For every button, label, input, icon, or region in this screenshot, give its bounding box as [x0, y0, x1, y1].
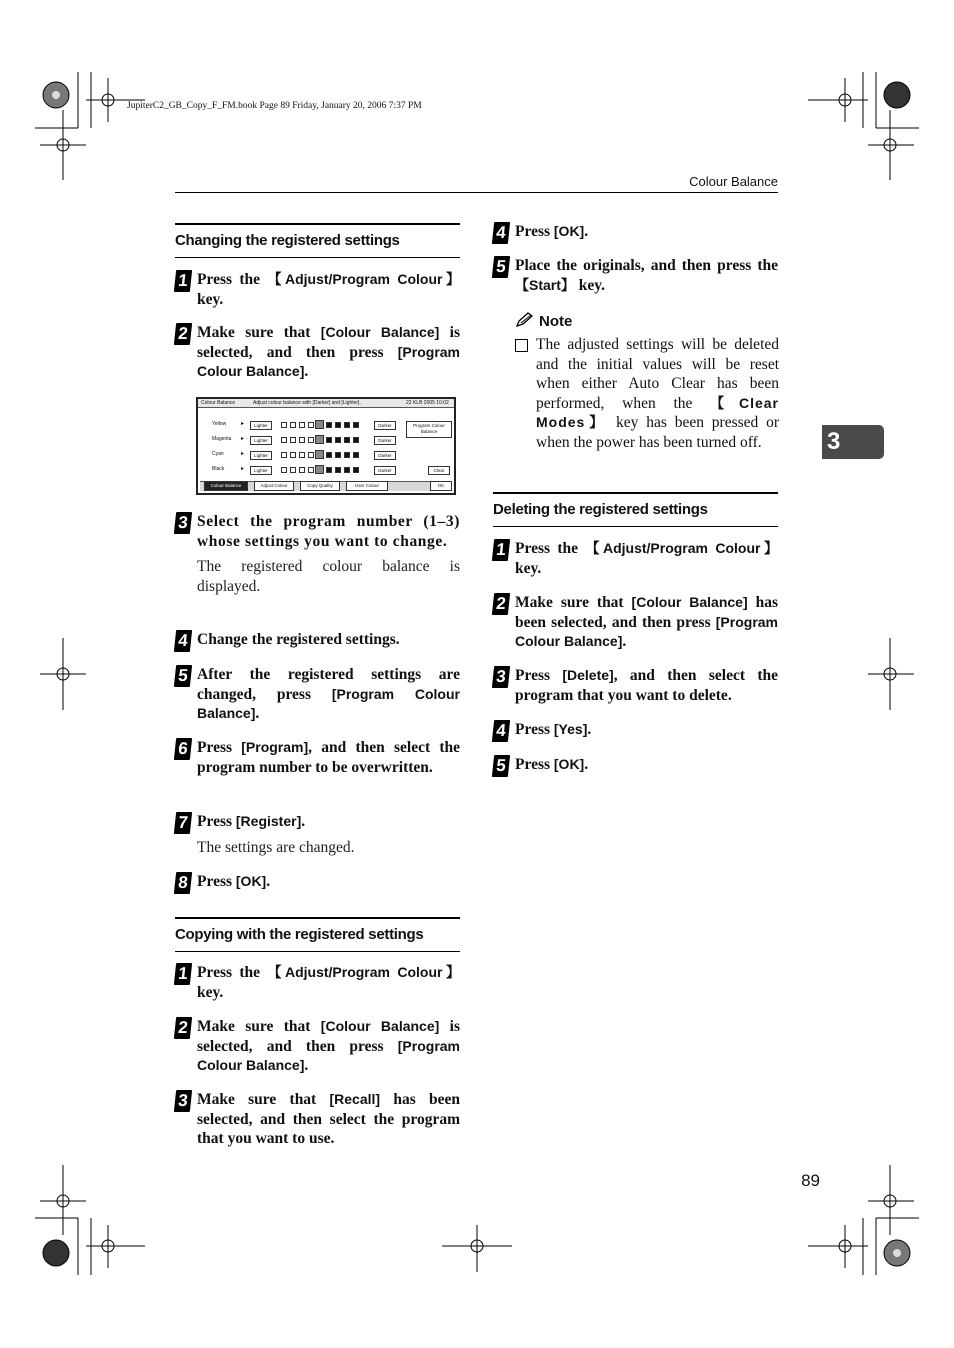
- tab-adjust-colour: Adjust Colour: [254, 481, 294, 491]
- section-heading-changing: Changing the registered settings: [175, 223, 460, 258]
- balance-level-square: [315, 450, 324, 459]
- step-text: Press the 【Adjust/Program Colour】 key.: [515, 540, 778, 577]
- tab-colour-balance: Colour Balance: [204, 481, 248, 491]
- balance-level-square: [308, 422, 314, 428]
- step-copy-5: [493, 256, 778, 295]
- step-text: After the registered settings are changed, press [Program Colour Balance].: [197, 666, 460, 722]
- clear-button: Clear: [428, 466, 450, 475]
- step-number: 3: [174, 1090, 192, 1112]
- balance-level-square: [315, 465, 324, 474]
- darker-button: Darker: [374, 421, 396, 430]
- balance-level-square: [299, 437, 305, 443]
- panel-row-label: Black: [212, 466, 225, 472]
- balance-level-square: [326, 422, 332, 428]
- balance-level-square: [353, 467, 359, 473]
- step-delete-3: [493, 666, 778, 705]
- balance-level-square: [344, 422, 350, 428]
- darker-button: Darker: [374, 436, 396, 445]
- arrow-right-icon: ▸: [241, 466, 245, 472]
- balance-level-square: [335, 422, 341, 428]
- step-number: 2: [174, 323, 192, 345]
- balance-level-square: [290, 422, 296, 428]
- step-delete-1: [493, 539, 778, 578]
- step-number: 7: [174, 812, 192, 834]
- balance-level-square: [281, 452, 287, 458]
- panel-status: 22 KLB 2005 10:02: [406, 400, 449, 406]
- balance-level-square: [326, 467, 332, 473]
- step-number: 5: [174, 665, 192, 687]
- step-number: 1: [492, 539, 510, 561]
- step-text: Place the originals, and then press the 【Start】 key.: [515, 257, 778, 294]
- note-title: Note: [539, 313, 573, 331]
- step-text: Press [Register].: [197, 813, 306, 830]
- step-delete-5: [493, 755, 778, 775]
- step-change-6: [175, 738, 460, 777]
- step-text: Make sure that [Recall] has been selected, and then select the program that you want to use.: [197, 1091, 460, 1147]
- pencil-icon: [515, 312, 535, 333]
- balance-level-square: [315, 420, 324, 429]
- balance-level-square: [353, 422, 359, 428]
- balance-level-square: [335, 467, 341, 473]
- step-text: Press [Delete], and then select the program that you want to delete.: [515, 667, 779, 704]
- colour-balance-panel-screenshot: [196, 397, 456, 495]
- step-result: The registered colour balance is displayed.: [197, 558, 460, 595]
- step-change-2: [175, 323, 460, 382]
- panel-row-label: Yellow: [212, 421, 227, 427]
- step-copy-1: [175, 963, 460, 1002]
- balance-level-square: [353, 437, 359, 443]
- balance-level-square: [281, 437, 287, 443]
- step-change-1: [175, 270, 460, 309]
- step-copy-2: [175, 1017, 460, 1076]
- step-change-4: [175, 630, 460, 650]
- step-text: Change the registered settings.: [197, 631, 400, 648]
- step-text: Press [OK].: [197, 873, 271, 890]
- tab-user-colour: User Colour: [346, 481, 388, 491]
- step-text: Make sure that [Colour Balance] is selected, and then press [Program Colour Balance].: [197, 1018, 460, 1074]
- darker-button: Darker: [374, 466, 396, 475]
- balance-level-square: [308, 437, 314, 443]
- note-item: The adjusted settings will be deleted and the initial values will be reset when either Auto Clear has been performed, when the 【Clear Modes】 key has been pressed or when the power has been turned off.: [536, 335, 779, 452]
- arrow-right-icon: ▸: [241, 421, 245, 427]
- step-delete-4: [493, 720, 778, 740]
- step-text: Press [OK].: [515, 756, 589, 773]
- step-text: Select the program number (1–3) whose settings you want to change.: [197, 513, 460, 550]
- step-change-7: [175, 812, 460, 857]
- header-rule: [175, 192, 778, 193]
- step-text: Press [Yes].: [515, 721, 592, 738]
- step-copy-3: [175, 1090, 460, 1149]
- step-number: 5: [492, 256, 510, 278]
- balance-level-square: [299, 467, 305, 473]
- balance-level-square: [353, 452, 359, 458]
- balance-level-square: [281, 422, 287, 428]
- balance-level-square: [308, 467, 314, 473]
- step-result: The settings are changed.: [197, 838, 355, 856]
- step-number: 4: [174, 630, 192, 652]
- lighter-button: Lighter: [250, 451, 272, 460]
- step-number: 3: [174, 512, 192, 534]
- panel-tab-bar: [200, 481, 452, 491]
- file-info: JupiterC2_GB_Copy_F_FM.book Page 89 Friday, January 20, 2006 7:37 PM: [127, 101, 422, 111]
- balance-level-square: [308, 452, 314, 458]
- balance-level-square: [299, 422, 305, 428]
- step-number: 2: [492, 593, 510, 615]
- page-number: 89: [801, 1171, 820, 1190]
- balance-level-square: [281, 467, 287, 473]
- step-number: 4: [492, 222, 510, 244]
- balance-level-square: [326, 452, 332, 458]
- balance-level-square: [344, 452, 350, 458]
- balance-level-square: [290, 452, 296, 458]
- step-text: Press [Program], and then select the program number to be overwritten.: [197, 739, 461, 776]
- panel-instruction: Adjust colour balance with [Darker] and [Lighter].: [253, 400, 361, 406]
- arrow-right-icon: ▸: [241, 436, 245, 442]
- step-delete-2: [493, 593, 778, 652]
- running-head: Colour Balance: [689, 174, 778, 189]
- step-change-5: [175, 665, 460, 724]
- balance-level-square: [344, 467, 350, 473]
- balance-level-square: [315, 435, 324, 444]
- chapter-tab: 3: [822, 425, 884, 459]
- panel-row-label: Cyan: [212, 451, 224, 457]
- balance-level-square: [290, 467, 296, 473]
- arrow-right-icon: ▸: [241, 451, 245, 457]
- step-text: Make sure that [Colour Balance] has been selected, and then press [Program Colour Balance].: [515, 594, 778, 650]
- panel-title: Colour Balance: [201, 400, 236, 406]
- step-number: 6: [174, 738, 192, 760]
- step-change-8: [175, 872, 460, 892]
- note-header: [515, 312, 572, 333]
- step-number: 8: [174, 872, 192, 894]
- step-number: 5: [492, 755, 510, 777]
- step-text: Make sure that [Colour Balance] is selected, and then press [Program Colour Balance].: [197, 324, 460, 380]
- step-change-3: [175, 512, 460, 596]
- balance-level-square: [290, 437, 296, 443]
- section-heading-copying: Copying with the registered settings: [175, 917, 460, 952]
- tab-copy-quality: Copy Quality: [300, 481, 340, 491]
- step-text: Press the 【Adjust/Program Colour】 key.: [197, 271, 460, 308]
- balance-level-square: [344, 437, 350, 443]
- balance-level-square: [335, 452, 341, 458]
- step-number: 1: [174, 963, 192, 985]
- lighter-button: Lighter: [250, 421, 272, 430]
- section-heading-deleting: Deleting the registered settings: [493, 492, 778, 527]
- balance-level-square: [335, 437, 341, 443]
- step-number: 2: [174, 1017, 192, 1039]
- step-text: Press the 【Adjust/Program Colour】 key.: [197, 964, 460, 1001]
- step-number: 4: [492, 720, 510, 742]
- panel-ok-button: OK: [430, 481, 452, 491]
- lighter-button: Lighter: [250, 466, 272, 475]
- step-text: Press [OK].: [515, 223, 589, 240]
- program-colour-balance-button: Program Colour Balance: [406, 421, 452, 438]
- step-number: 3: [492, 666, 510, 688]
- balance-level-square: [299, 452, 305, 458]
- step-copy-4: [493, 222, 778, 242]
- panel-row-label: Magenta: [212, 436, 232, 442]
- balance-level-square: [326, 437, 332, 443]
- lighter-button: Lighter: [250, 436, 272, 445]
- checkbox-bullet-icon: [515, 339, 528, 352]
- step-number: 1: [174, 270, 192, 292]
- darker-button: Darker: [374, 451, 396, 460]
